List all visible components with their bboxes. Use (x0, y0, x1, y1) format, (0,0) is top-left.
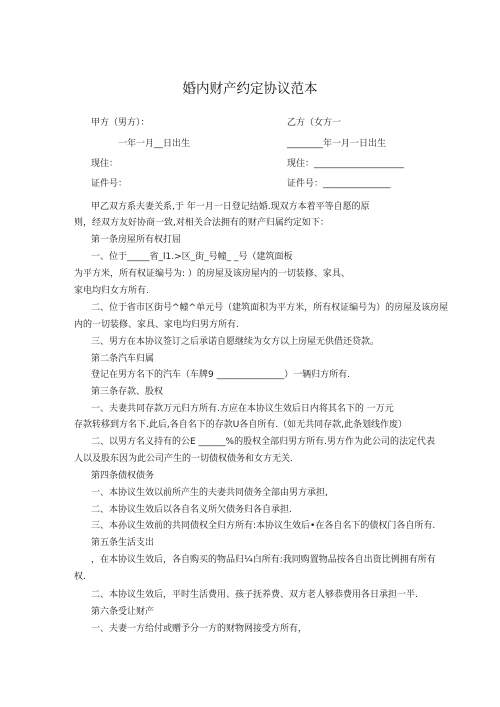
section-heading: 第一条房屋所有权打屈 (91, 235, 182, 245)
party-b-address: 现住：____________________ (287, 159, 405, 169)
body-paragraph: 存款转移到方名下.此后,各自名下的存款U各自所有.（如无共同存款,此条划线作废） (74, 420, 408, 430)
body-paragraph: 一、本协议生效以前所产生的夫妻共同债务全部由男方承担, (91, 488, 328, 498)
section-heading: 第六条受让财产 (91, 607, 155, 617)
body-paragraph: 内的一切装修、家具、家电均归男方所有. (74, 320, 239, 330)
document-title: 婚内财产约定协议范本 (182, 81, 318, 97)
section-heading: 第三条存款、股权 (91, 387, 164, 397)
body-paragraph: 甲乙双方系夫妻关系,于 年一月一日登记结婚.现双方本着平等自愿的原 (91, 202, 370, 212)
party-b-label: 乙方（女方一 (287, 118, 342, 128)
body-paragraph: 二、位于省市区街号^幢^单元号（建筑面积为平方米，所有权证编号为）的房屋及该房屋 (91, 303, 449, 313)
body-paragraph: 三、男方在本协议签订之后承诺自愿继续为女方以上房屋无供借还贷款。 (91, 337, 380, 347)
body-paragraph: 人以及股东因为此公司产生的一切债权债务和女方无关. (74, 454, 293, 464)
party-a-address: 现住： (91, 159, 119, 169)
section-heading: 第四条债权债务 (91, 471, 155, 481)
party-a-label: 甲方（男方）： (91, 118, 150, 128)
body-paragraph: 二、本协议生效后，平时生活费用、孩子抚养费、双方老人够恭费用各日承担一半. (91, 590, 418, 600)
body-paragraph: 登记在男方名下的汽车（车牌9 _______________）一辆归方所有. (91, 370, 350, 380)
party-b-id: 证件号：_______________ (287, 179, 391, 189)
body-paragraph: 为平方米，所有权证编号为: ）的房屋及该房屋内的一切装修、家具、 (74, 269, 350, 279)
body-paragraph: 家电均归女方所有. (74, 286, 149, 296)
body-paragraph: 权. (74, 572, 86, 582)
party-a-birth: 一年一月__日出生 (118, 139, 191, 149)
body-paragraph: 一、位于_____省_l1.>区_街_号幢_ _号（建筑面板 (91, 252, 293, 262)
section-heading: 第五条生活支出 (91, 538, 155, 548)
body-paragraph: 一、夫妻共同存款万元归方所有.方应在本协议生效后日内将其名下的 一万元 (91, 404, 394, 414)
body-paragraph: 一、夫妻一方给付或赠予分一方的财物网接受方所有， (91, 624, 308, 634)
body-paragraph: 二、本协议生效后以各自名义所欠债务归各自承担. (91, 505, 292, 515)
body-paragraph: 则，经双方友好协商一致,对相关合法拥有的财产归属约定如下： (74, 218, 329, 228)
party-b-birth: ________年一月一日出生 (287, 139, 387, 149)
body-paragraph: 二、以男方名义持有的公E ______%的股权全部归男方所有.男方作为此公司的法定代表 (91, 437, 435, 447)
party-a-id: 证件号： (91, 179, 128, 189)
body-paragraph: ，在本协议生效后，各自购买的物品归¼白所有:我同购置物品按各自出资比例拥有所有 (91, 555, 436, 565)
section-heading: 第二条汽车归属 (91, 354, 155, 364)
body-paragraph: 三、本孙议生效前的共同债权全归方所有:本协议生效后•在各自名下的债权门各自所有. (91, 521, 436, 531)
